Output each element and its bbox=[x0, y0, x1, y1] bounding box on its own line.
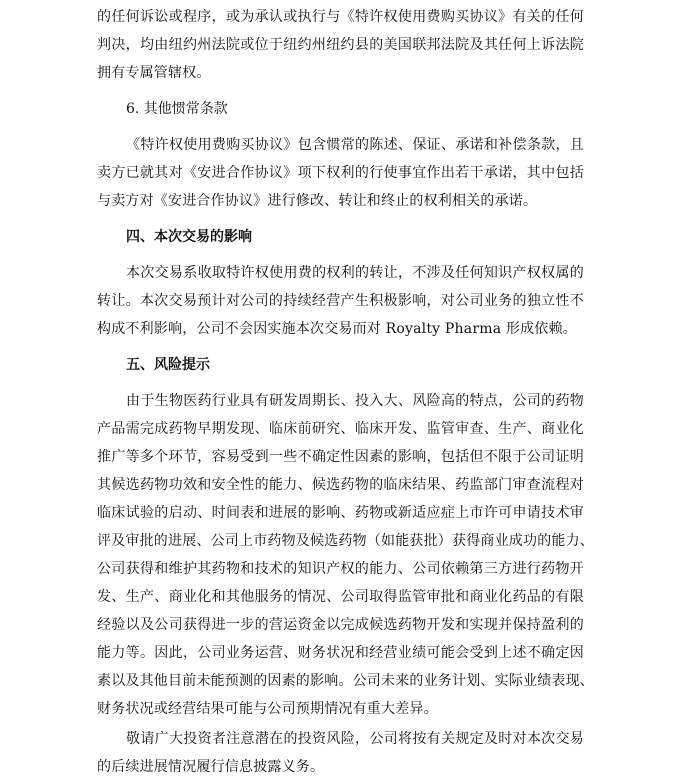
paragraph-line: 评及审批的进展、公司上市药物及候选药物（如能获批）获得商业成功的能力、 bbox=[97, 533, 594, 549]
paragraph-line: 临床试验的启动、时间表和进展的影响、药物或新适应症上市许可申请技术审 bbox=[97, 505, 584, 521]
paragraph-line: 敬请广大投资者注意潜在的投资风险，公司将按有关规定及时对本次交易 bbox=[126, 731, 584, 747]
paragraph-line: 公司获得和维护其药物和技术的知识产权的能力、公司依赖第三方进行药物开 bbox=[97, 561, 584, 577]
paragraph-jurisdiction bbox=[97, 3, 584, 87]
paragraph-line: 与卖方对《安进合作协议》进行修改、转让和终止的权利相关的承诺。 bbox=[97, 193, 538, 209]
heading-transaction-impact: 四、本次交易的影响 bbox=[126, 229, 252, 245]
paragraph-line: 的后续进展情况履行信息披露义务。 bbox=[97, 759, 325, 775]
paragraph-line: 财务状况或经营结果可能与公司预期情况有重大差异。 bbox=[97, 701, 438, 717]
paragraph-line: 推广等多个环节，容易受到一些不确定性因素的影响，包括但不限于公司证明 bbox=[97, 449, 584, 465]
paragraph-impact bbox=[97, 259, 584, 343]
paragraph-line: 发、生产、商业化和其他服务的情况、公司取得监管审批和商业化药品的有限 bbox=[97, 589, 584, 605]
paragraph-line: 能力等。因此，公司业务运营、财务状况和经营业绩可能会受到上述不确定因 bbox=[97, 645, 584, 661]
paragraph-line: 产品需完成药物早期发现、临床前研究、临床开发、监管审查、生产、商业化 bbox=[97, 421, 584, 437]
section-6-title: 6. 其他惯常条款 bbox=[126, 101, 228, 117]
paragraph-line: 《特许权使用费购买协议》包含惯常的陈述、保证、承诺和补偿条款，且 bbox=[126, 137, 584, 153]
paragraph-line: 判决，均由纽约州法院或位于纽约州纽约县的美国联邦法院及其任何上诉法院 bbox=[97, 37, 584, 53]
paragraph-investor-notice bbox=[97, 725, 584, 781]
paragraph-line: 经验以及公司获得进一步的营运资金以完成候选药物开发和实现并保持盈利的 bbox=[97, 617, 584, 633]
heading-risk-warning: 五、风险提示 bbox=[126, 357, 210, 373]
paragraph-line: 素以及其他目前未能预测的因素的影响。公司未来的业务计划、实际业绩表现、 bbox=[97, 673, 594, 689]
paragraph-line: 由于生物医药行业具有研发周期长、投入大、风险高的特点，公司的药物 bbox=[126, 393, 584, 409]
paragraph-line: 本次交易系收取特许权使用费的权利的转让，不涉及任何知识产权权属的 bbox=[126, 265, 584, 281]
paragraph-section-6 bbox=[97, 131, 584, 215]
paragraph-line: 其候选药物功效和安全性的能力、候选药物的临床结果、药监部门审查流程对 bbox=[97, 477, 584, 493]
paragraph-risk bbox=[97, 387, 594, 723]
paragraph-line: 构成不利影响，公司不会因实施本次交易而对 Royalty Pharma 形成依赖。 bbox=[97, 321, 577, 337]
paragraph-line: 拥有专属管辖权。 bbox=[97, 65, 211, 81]
paragraph-line: 转让。本次交易预计对公司的持续经营产生积极影响，对公司业务的独立性不 bbox=[97, 293, 584, 309]
paragraph-line: 的任何诉讼或程序，或为承认或执行与《特许权使用费购买协议》有关的任何 bbox=[97, 9, 584, 25]
paragraph-line: 卖方已就其对《安进合作协议》项下权利的行使事宜作出若干承诺，其中包括 bbox=[97, 165, 584, 181]
